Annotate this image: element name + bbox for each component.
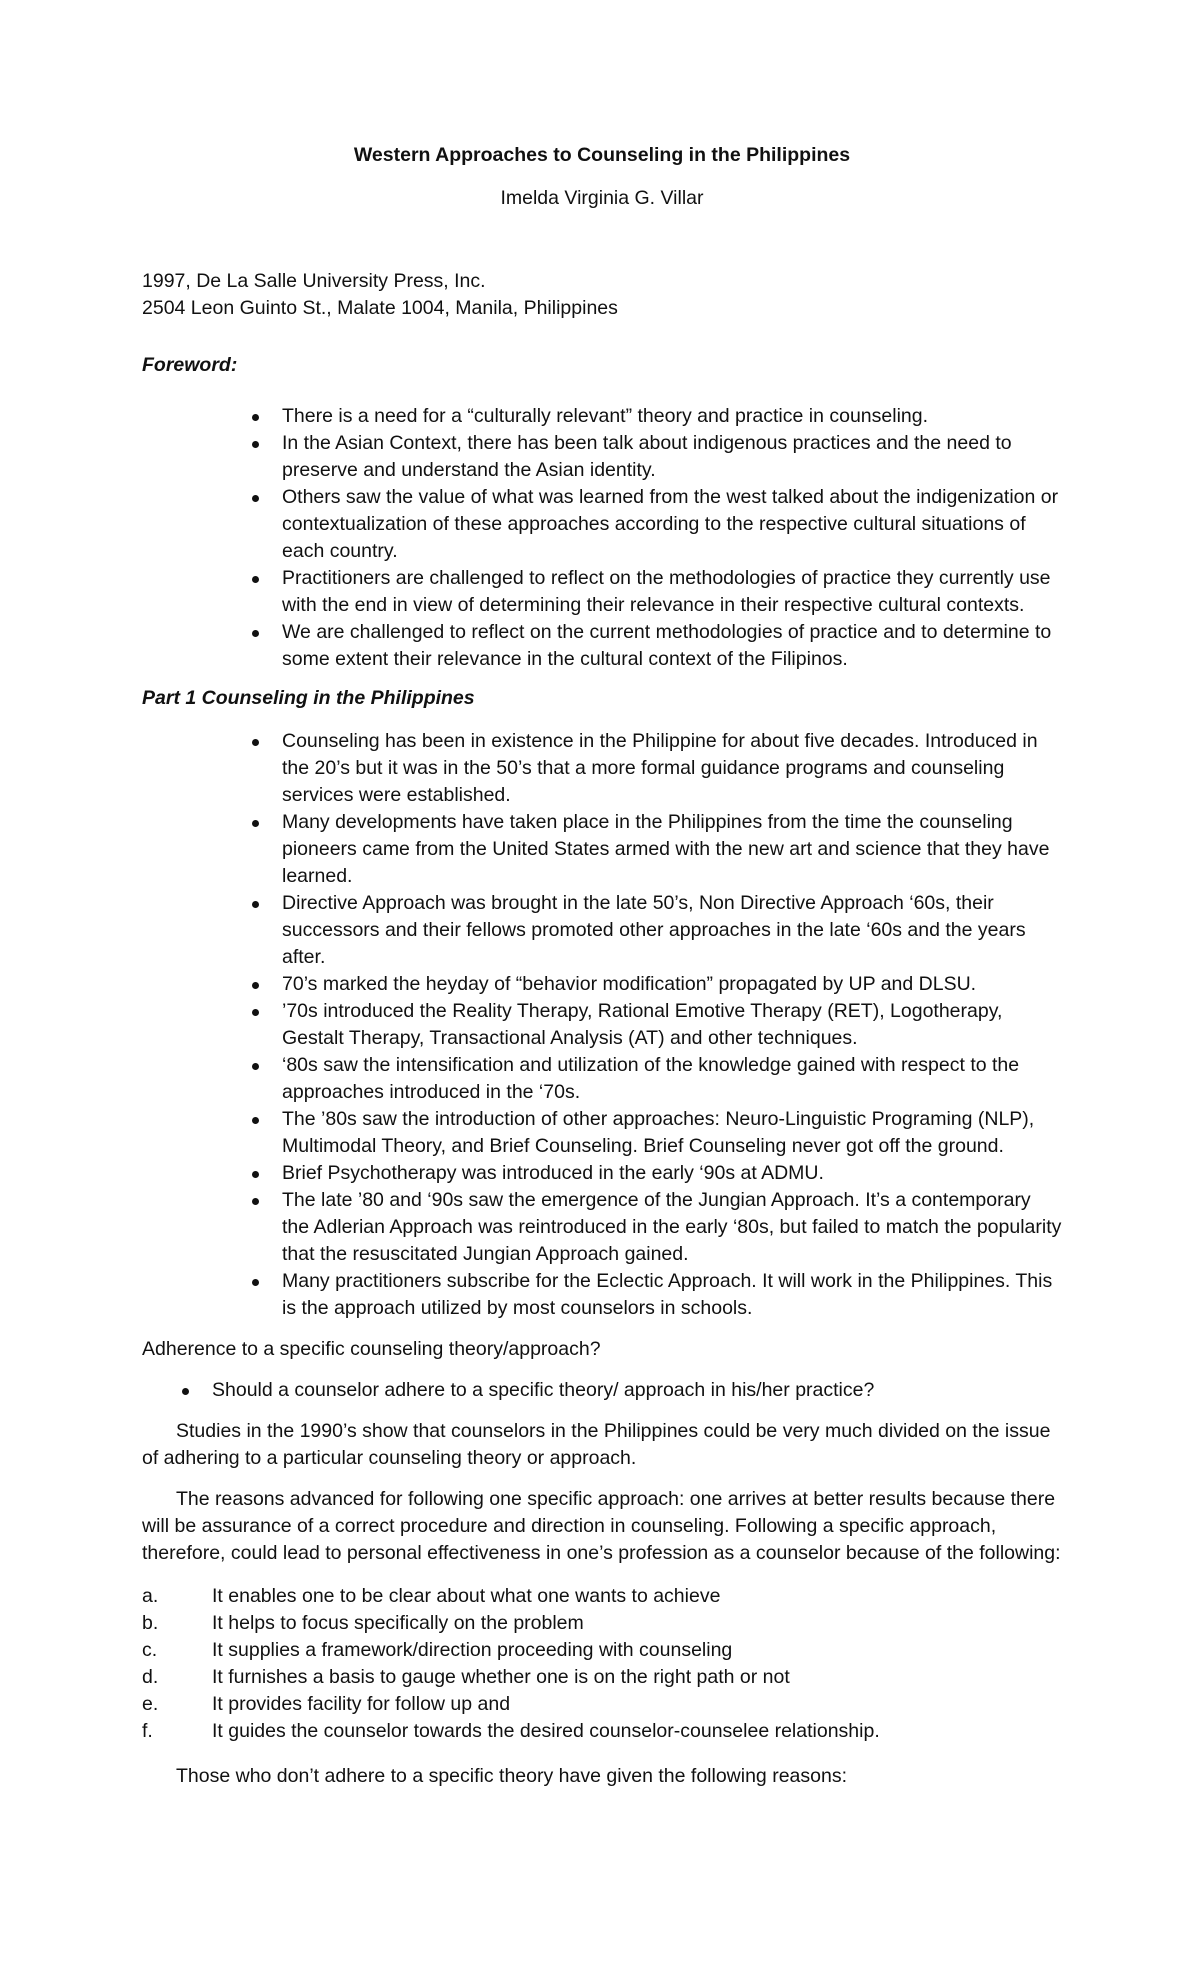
list-marker: a. [142, 1585, 159, 1607]
bullet-icon [252, 1063, 259, 1070]
document-author: Imelda Virginia G. Villar [500, 187, 704, 209]
list-item: d. It furnishes a basis to gauge whether one is on the right path or not [212, 1664, 1062, 1691]
foreword-heading: Foreword: [142, 354, 238, 376]
list-item: We are challenged to reflect on the current methodologies of practice and to determine to some extent their relevance in the cultural context of the Filipinos. [282, 619, 1062, 673]
bullet-icon [252, 739, 259, 746]
reasons-list [142, 1583, 1062, 1745]
list-item: c. It supplies a framework/direction proceeding with counseling [212, 1637, 1062, 1664]
part1-heading: Part 1 Counseling in the Philippines [142, 687, 475, 709]
list-item: 70’s marked the heyday of “behavior modification” propagated by UP and DLSU. [282, 971, 1062, 998]
list-item: Directive Approach was brought in the late 50’s, Non Directive Approach ‘60s, their successors and their fellows promoted other approaches in the late ‘60s and the years after. [282, 890, 1062, 971]
bullet-icon [252, 576, 259, 583]
list-item: f. It guides the counselor towards the desired counselor-counselee relationship. [212, 1718, 1062, 1745]
list-item: Many practitioners subscribe for the Eclectic Approach. It will work in the Philippines. This is the approach utilized by most counselors in schools. [282, 1268, 1062, 1322]
bullet-icon [252, 1279, 259, 1286]
document-title: Western Approaches to Counseling in the Philippines [353, 144, 851, 166]
publisher-line: 1997, De La Salle University Press, Inc. [142, 270, 486, 292]
adherence-question-list [142, 1377, 1062, 1404]
list-item: Others saw the value of what was learned from the west talked about the indigenization or contextualization of these approaches according to the respective cultural situations of each country. [282, 484, 1062, 565]
list-item: In the Asian Context, there has been talk about indigenous practices and the need to preserve and understand the Asian identity. [282, 430, 1062, 484]
paragraph: Studies in the 1990’s show that counselors in the Philippines could be very much divided on the issue of adhering to a particular counseling theory or approach. [142, 1420, 1051, 1469]
paragraph: The reasons advanced for following one specific approach: one arrives at better results because there will be assurance of a correct procedure and direction in counseling. Following a specific approach, therefore, could lead to personal effectiveness in one’s profession as a counselor because of the following: [142, 1488, 1061, 1564]
bullet-icon [252, 414, 259, 421]
adherence-heading: Adherence to a specific counseling theory/approach? [142, 1338, 601, 1360]
bullet-icon [252, 1198, 259, 1205]
closing-paragraph: Those who don’t adhere to a specific theory have given the following reasons: [176, 1765, 847, 1787]
part1-list [142, 728, 1062, 1322]
publisher-info [142, 268, 1062, 322]
bullet-icon [252, 1171, 259, 1178]
bullet-icon [252, 441, 259, 448]
list-item: b. It helps to focus specifically on the problem [212, 1610, 1062, 1637]
bullet-icon [252, 495, 259, 502]
list-marker: f. [142, 1720, 153, 1742]
list-item: Practitioners are challenged to reflect on the methodologies of practice they currently use with the end in view of determining their relevance in their respective cultural contexts. [282, 565, 1062, 619]
bullet-icon [252, 982, 259, 989]
bullet-icon [252, 1117, 259, 1124]
list-item: e. It provides facility for follow up and [212, 1691, 1062, 1718]
list-item: Counseling has been in existence in the Philippine for about five decades. Introduced in the 20’s but it was in the 50’s that a more formal guidance programs and counseling services were established. [282, 728, 1062, 809]
list-marker: c. [142, 1639, 158, 1661]
list-item: There is a need for a “culturally relevant” theory and practice in counseling. [282, 403, 1062, 430]
list-item: a. It enables one to be clear about what one wants to achieve [212, 1583, 1062, 1610]
bullet-icon [252, 901, 259, 908]
bullet-icon [252, 630, 259, 637]
list-item: Brief Psychotherapy was introduced in the early ‘90s at ADMU. [282, 1160, 1062, 1187]
foreword-list [142, 403, 1062, 673]
document-body [142, 142, 1062, 1790]
list-item: ‘80s saw the intensification and utilization of the knowledge gained with respect to the approaches introduced in the ‘70s. [282, 1052, 1062, 1106]
list-marker: b. [142, 1612, 159, 1634]
bullet-icon [252, 1009, 259, 1016]
bullet-icon [182, 1388, 189, 1395]
list-marker: e. [142, 1693, 159, 1715]
list-item: The ’80s saw the introduction of other approaches: Neuro-Linguistic Programing (NLP), Multimodal Theory, and Brief Counseling. Brief Counseling never got off the ground. [282, 1106, 1062, 1160]
list-item: The late ’80 and ‘90s saw the emergence of the Jungian Approach. It’s a contemporary the Adlerian Approach was reintroduced in the early ‘80s, but failed to match the popularity that the resuscitated Jungian Approach gained. [282, 1187, 1062, 1268]
list-item: ’70s introduced the Reality Therapy, Rational Emotive Therapy (RET), Logotherapy, Gestalt Therapy, Transactional Analysis (AT) and other techniques. [282, 998, 1062, 1052]
list-item: Should a counselor adhere to a specific theory/ approach in his/her practice? [212, 1377, 1062, 1404]
list-item: Many developments have taken place in the Philippines from the time the counseling pioneers came from the United States armed with the new art and science that they have learned. [282, 809, 1062, 890]
publisher-address: 2504 Leon Guinto St., Malate 1004, Manila, Philippines [142, 297, 618, 319]
bullet-icon [252, 820, 259, 827]
list-marker: d. [142, 1666, 159, 1688]
